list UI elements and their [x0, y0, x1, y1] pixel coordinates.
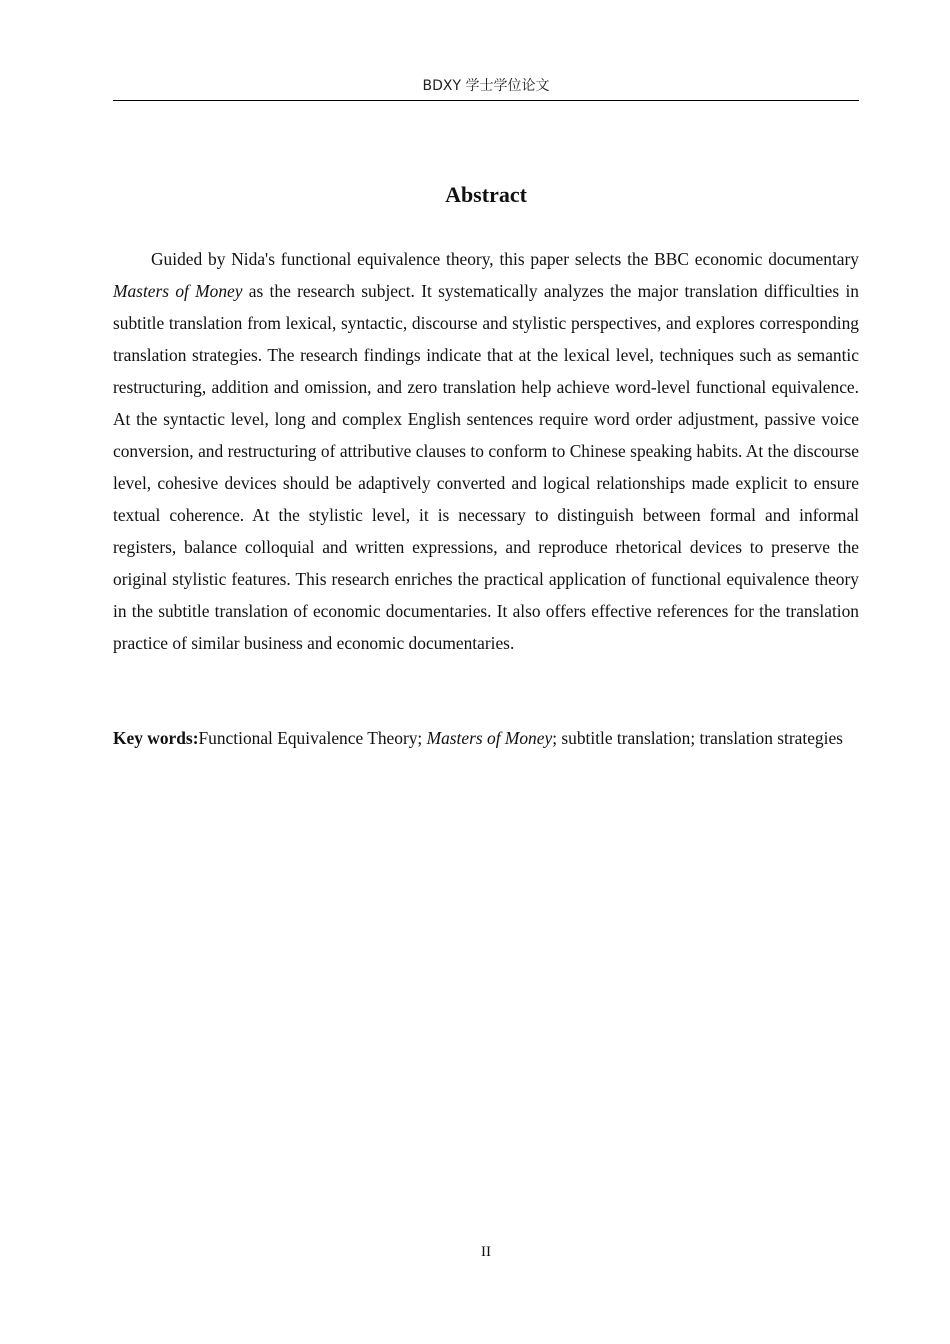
keywords-text-part2: ; subtitle translation; translation strategies	[552, 728, 843, 748]
running-header: BDXY 学士学位论文	[422, 78, 550, 94]
keywords-italic-term: Masters of Money	[426, 728, 553, 748]
abstract-text-part1: Guided by Nida's functional equivalence theory, this paper selects the BBC economic documentary	[151, 249, 859, 269]
keywords-paragraph	[113, 722, 859, 754]
abstract-text-part2: as the research subject. It systematically analyzes the major translation difficulties in subtitle translation from lexical, syntactic, discourse and stylistic perspectives, and explores corresponding translation strategies. The research findings indicate that at the lexical level, techniques such as semantic restructuring, addition and omission, and zero translation help achieve word-level functional equivalence. At the syntactic level, long and complex English sentences require word order adjustment, passive voice conversion, and restructuring of attributive clauses to conform to Chinese speaking habits. At the discourse level, cohesive devices should be adaptively converted and logical relationships made explicit to ensure textual coherence. At the stylistic level, it is necessary to distinguish between formal and informal registers, balance colloquial and written expressions, and reproduce rhetorical devices to preserve the original stylistic features. This research enriches the practical application of functional equivalence theory in the subtitle translation of economic documentaries. It also offers effective references for the translation practice of similar business and economic documentaries.	[113, 281, 859, 653]
abstract-body	[113, 243, 859, 659]
header-divider	[113, 100, 859, 101]
keywords-text-part1: Functional Equivalence Theory;	[198, 728, 427, 748]
abstract-title: Abstract	[445, 182, 527, 207]
documentary-title: Masters of Money	[113, 281, 243, 301]
keywords-label: Key words:	[113, 728, 199, 748]
page-number: II	[481, 1244, 491, 1260]
